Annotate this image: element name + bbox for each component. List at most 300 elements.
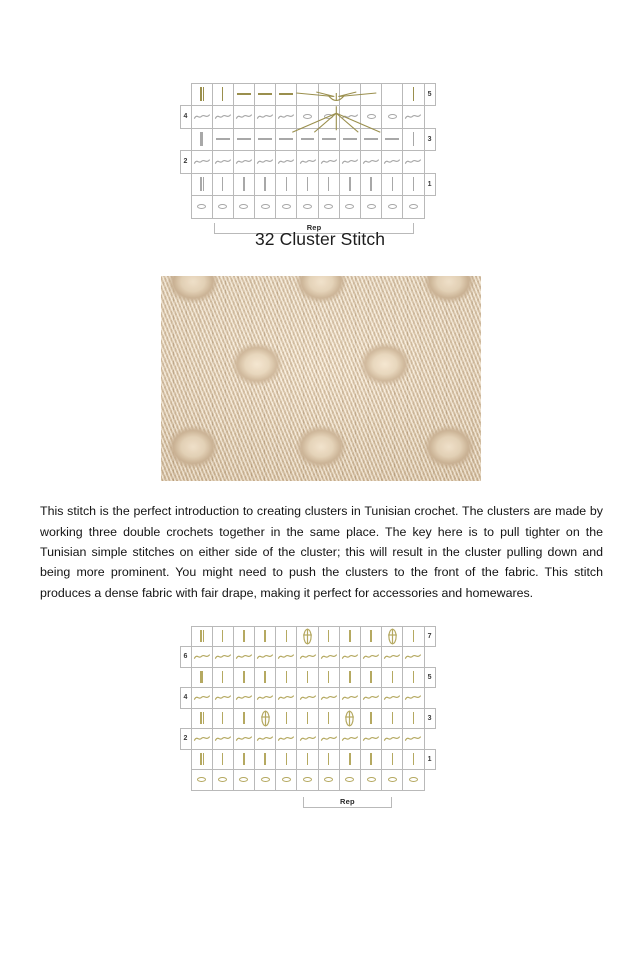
chart-cell [212, 626, 234, 648]
stitch-chart-top [180, 83, 435, 232]
chart-cell [191, 173, 213, 197]
chart-cell [402, 769, 424, 791]
tunisian-simple-stitch-icon [403, 668, 423, 688]
return-pass-stitch-icon [276, 688, 296, 708]
chart-cell [254, 150, 276, 174]
chart-cell [212, 646, 234, 668]
return-pass-stitch-icon [213, 647, 233, 667]
tunisian-simple-stitch-icon [340, 668, 360, 688]
chart-cell [254, 769, 276, 791]
tunisian-simple-stitch-icon [319, 709, 339, 729]
chart-cell [318, 195, 340, 219]
chart-cell [191, 195, 213, 219]
chart-row [180, 128, 435, 151]
tunisian-simple-stitch-icon [234, 750, 254, 770]
tunisian-simple-stitch-icon [319, 627, 339, 647]
chart-row [180, 749, 435, 770]
return-pass-stitch-icon [255, 647, 275, 667]
chart-cell [275, 728, 297, 750]
return-pass-stitch-icon [255, 729, 275, 749]
chart-cell [254, 105, 276, 129]
chart-cell [233, 128, 255, 152]
return-pass-stitch-icon [340, 151, 360, 173]
double-vertical-stitch-icon [192, 174, 212, 196]
chart-cell [212, 173, 234, 197]
horizontal-dash-stitch-icon [234, 84, 254, 106]
row-number-left: 6 [180, 646, 192, 668]
tunisian-simple-stitch-icon [255, 174, 275, 196]
chart-cell [402, 646, 424, 668]
chart-cell [212, 195, 234, 219]
chart-cell [318, 105, 340, 129]
chart-cell [212, 728, 234, 750]
horizontal-dash-stitch-icon [361, 129, 381, 151]
return-pass-stitch-icon [340, 729, 360, 749]
row-label-spacer [424, 728, 436, 750]
chain-stitch-icon [361, 106, 381, 128]
tunisian-simple-stitch-icon [255, 668, 275, 688]
chart-cell [381, 173, 403, 197]
chart-cell [381, 667, 403, 689]
chart-cell [339, 769, 361, 791]
row-label-spacer [424, 195, 436, 219]
tunisian-simple-stitch-icon [234, 668, 254, 688]
chain-stitch-icon [340, 770, 360, 790]
tunisian-simple-stitch-icon [276, 750, 296, 770]
chain-stitch-icon [276, 770, 296, 790]
return-pass-stitch-icon [319, 151, 339, 173]
chart-cell [381, 128, 403, 152]
chain-stitch-icon [319, 770, 339, 790]
return-pass-stitch-icon [234, 151, 254, 173]
chart-cell [254, 708, 276, 730]
tunisian-simple-stitch-icon [213, 750, 233, 770]
chart-cell [254, 626, 276, 648]
chart-cell [339, 128, 361, 152]
return-pass-stitch-icon [276, 106, 296, 128]
return-pass-stitch-icon [213, 688, 233, 708]
chart-cell [233, 195, 255, 219]
return-pass-stitch-icon [361, 647, 381, 667]
chart-cell [360, 687, 382, 709]
stitch-chart-bottom [180, 626, 435, 806]
horizontal-dash-stitch-icon [255, 84, 275, 106]
chart-row [180, 770, 435, 791]
tunisian-simple-stitch-icon [319, 750, 339, 770]
chart-cell [212, 708, 234, 730]
return-pass-stitch-icon [403, 647, 423, 667]
chart-cell [318, 769, 340, 791]
chart-cell [212, 769, 234, 791]
return-pass-stitch-icon [234, 729, 254, 749]
thick-vertical-stitch-icon [192, 668, 212, 688]
tunisian-simple-stitch-icon [276, 709, 296, 729]
row-number-right: 5 [424, 667, 436, 689]
chart-cell [402, 626, 424, 648]
row-number-right: 3 [424, 128, 436, 152]
chart-cell [318, 83, 340, 107]
chart-cell [233, 150, 255, 174]
thick-vertical-stitch-icon [192, 129, 212, 151]
chart-row [180, 83, 435, 106]
chart-cell [275, 687, 297, 709]
chart-cell [212, 749, 234, 771]
stitch-chart-top-grid [180, 83, 435, 232]
chart-cell [275, 626, 297, 648]
chart-cell [360, 708, 382, 730]
chart-cell [233, 769, 255, 791]
chart-cell [402, 195, 424, 219]
chart-row [180, 173, 435, 196]
chart-cell [212, 667, 234, 689]
row-number-right: 3 [424, 708, 436, 730]
chart-cell [402, 687, 424, 709]
stitch-chart-bottom-grid [180, 626, 435, 806]
chart-cell [275, 749, 297, 771]
chart-cell [233, 708, 255, 730]
chain-stitch-icon [340, 196, 360, 218]
chain-stitch-icon [319, 196, 339, 218]
return-pass-stitch-icon [403, 106, 423, 128]
chart-cell [381, 150, 403, 174]
tunisian-simple-stitch-icon [234, 174, 254, 196]
chart-row [180, 647, 435, 668]
chart-cell [318, 150, 340, 174]
row-label-spacer [424, 150, 436, 174]
horizontal-dash-stitch-icon [213, 129, 233, 151]
chart-cell [296, 728, 318, 750]
double-vertical-stitch-icon [192, 84, 212, 106]
return-pass-stitch-icon [192, 729, 212, 749]
chart-cell [402, 105, 424, 129]
tunisian-simple-stitch-icon [255, 627, 275, 647]
tunisian-simple-stitch-icon [382, 174, 402, 196]
chart-cell [212, 128, 234, 152]
chart-cell [212, 83, 234, 107]
chart-cell [360, 150, 382, 174]
chart-cell [275, 173, 297, 197]
chart-cell [233, 173, 255, 197]
tunisian-simple-stitch-icon [403, 129, 423, 151]
chart-row [180, 626, 435, 647]
shell-fan-stitch-icon [297, 84, 317, 106]
chart-cell [254, 646, 276, 668]
return-pass-stitch-icon [297, 729, 317, 749]
chart-cell [381, 105, 403, 129]
tunisian-simple-stitch-icon [276, 174, 296, 196]
chart-cell [402, 749, 424, 771]
chain-stitch-icon [403, 196, 423, 218]
chain-stitch-icon [255, 196, 275, 218]
return-pass-stitch-icon [192, 688, 212, 708]
return-pass-stitch-icon [382, 729, 402, 749]
chart-cell [381, 769, 403, 791]
chart-cell [275, 708, 297, 730]
chart-cell [339, 749, 361, 771]
chart-cell [191, 708, 213, 730]
return-pass-stitch-icon [382, 151, 402, 173]
chain-stitch-icon [297, 196, 317, 218]
tunisian-simple-stitch-icon [361, 709, 381, 729]
tunisian-simple-stitch-icon [361, 174, 381, 196]
chart-cell [318, 128, 340, 152]
chart-cell [360, 769, 382, 791]
chart-cell [254, 749, 276, 771]
chart-row [180, 688, 435, 709]
row-number-right: 1 [424, 173, 436, 197]
return-pass-stitch-icon [319, 688, 339, 708]
chart-cell [233, 687, 255, 709]
chart-cell [254, 687, 276, 709]
return-pass-stitch-icon [319, 647, 339, 667]
shell-fan-stitch-icon [361, 84, 381, 106]
chart-cell [360, 83, 382, 107]
chart-cell [191, 687, 213, 709]
return-pass-stitch-icon [340, 688, 360, 708]
horizontal-dash-stitch-icon [340, 129, 360, 151]
return-pass-stitch-icon [192, 151, 212, 173]
chart-cell [212, 150, 234, 174]
chart-cell [402, 173, 424, 197]
chart-cell [233, 728, 255, 750]
row-number-right: 5 [424, 83, 436, 107]
tunisian-simple-stitch-icon [403, 709, 423, 729]
chart-cell [254, 195, 276, 219]
chart-cell [296, 195, 318, 219]
horizontal-dash-stitch-icon [276, 129, 296, 151]
chain-stitch-icon [361, 770, 381, 790]
row-number-right: 1 [424, 749, 436, 771]
tunisian-simple-stitch-icon [319, 668, 339, 688]
chart-cell [254, 128, 276, 152]
chart-cell [339, 195, 361, 219]
tunisian-simple-stitch-icon [319, 174, 339, 196]
tunisian-simple-stitch-icon [403, 174, 423, 196]
double-vertical-stitch-icon [192, 750, 212, 770]
cluster-stitch-icon [340, 709, 360, 729]
cluster-stitch-icon [382, 627, 402, 647]
chain-stitch-icon [361, 196, 381, 218]
chart-cell [296, 626, 318, 648]
chart-cell [275, 83, 297, 107]
return-pass-stitch-icon [382, 647, 402, 667]
row-number-left: 2 [180, 150, 192, 174]
row-label-spacer [424, 687, 436, 709]
chart-cell [381, 728, 403, 750]
return-pass-stitch-icon [276, 151, 296, 173]
description-paragraph: This stitch is the perfect introduction to creating clusters in Tunisian crochet. The clusters are made by working three double crochets together in the same place. The key here is to pull tighter on the Tunisian simple stitches on either side of the cluster; this will result in the cluster pulling down and being more prominent. You might need to push the clusters to the front of the fabric. This stitch produces a dense fabric with fair drape, making it perfect for accessories and homewares. [40, 504, 603, 600]
tunisian-simple-stitch-icon [234, 627, 254, 647]
horizontal-dash-stitch-icon [255, 129, 275, 151]
cluster-stitch-icon [255, 709, 275, 729]
chain-stitch-icon [192, 196, 212, 218]
chart-cell [254, 83, 276, 107]
chart-cell [381, 626, 403, 648]
chart-cell [296, 687, 318, 709]
chart-cell [339, 173, 361, 197]
return-pass-stitch-icon [276, 729, 296, 749]
chart-cell [318, 708, 340, 730]
chain-stitch-icon [234, 196, 254, 218]
chart-cell [191, 667, 213, 689]
return-pass-stitch-icon [403, 688, 423, 708]
tunisian-simple-stitch-icon [297, 668, 317, 688]
chart-cell [191, 83, 213, 107]
shell-fan-stitch-icon [319, 84, 339, 106]
chart-cell [318, 728, 340, 750]
chart-cell [296, 749, 318, 771]
tunisian-simple-stitch-icon [403, 84, 423, 106]
chart-cell [296, 708, 318, 730]
return-pass-stitch-icon [403, 151, 423, 173]
swatch-vignette [161, 276, 481, 481]
return-pass-stitch-icon [297, 151, 317, 173]
page-title: 32 Cluster Stitch [254, 229, 386, 249]
chart-cell [339, 150, 361, 174]
chart-cell [191, 626, 213, 648]
rep-label: Rep [297, 223, 332, 232]
chart-cell [275, 128, 297, 152]
tunisian-simple-stitch-icon [213, 627, 233, 647]
chart-cell [339, 105, 361, 129]
return-pass-stitch-icon [192, 106, 212, 128]
double-vertical-stitch-icon [192, 709, 212, 729]
chart-cell [318, 626, 340, 648]
chain-stitch-icon [297, 106, 317, 128]
return-pass-stitch-icon [213, 729, 233, 749]
row-number-left: 4 [180, 105, 192, 129]
return-pass-stitch-icon [297, 688, 317, 708]
chain-stitch-icon [192, 770, 212, 790]
chart-cell [233, 646, 255, 668]
chain-stitch-icon [255, 770, 275, 790]
chart-cell [191, 728, 213, 750]
chain-stitch-icon [403, 770, 423, 790]
chain-stitch-icon [382, 196, 402, 218]
tunisian-simple-stitch-icon [340, 750, 360, 770]
chart-cell [360, 749, 382, 771]
chart-cell [318, 646, 340, 668]
return-pass-stitch-icon [361, 151, 381, 173]
chart-cell [381, 687, 403, 709]
return-pass-stitch-icon [255, 151, 275, 173]
return-pass-stitch-icon [297, 647, 317, 667]
shell-fan-stitch-icon [340, 84, 360, 106]
chart-cell [275, 150, 297, 174]
chart-row [180, 196, 435, 219]
rep-label: Rep [330, 797, 365, 806]
return-pass-stitch-icon [340, 647, 360, 667]
chart-cell [296, 83, 318, 107]
row-number-right: 7 [424, 626, 436, 648]
chart-cell [296, 105, 318, 129]
chart-cell [191, 105, 213, 129]
return-pass-stitch-icon [234, 647, 254, 667]
tunisian-simple-stitch-icon [361, 750, 381, 770]
horizontal-dash-stitch-icon [276, 84, 296, 106]
shell-fan-stitch-icon [382, 84, 402, 106]
chart-row [180, 729, 435, 750]
return-pass-stitch-icon [234, 688, 254, 708]
chart-cell [381, 749, 403, 771]
horizontal-dash-stitch-icon [319, 129, 339, 151]
chain-stitch-icon [382, 106, 402, 128]
chart-cell [233, 626, 255, 648]
chart-cell [318, 687, 340, 709]
chart-cell [402, 708, 424, 730]
tunisian-simple-stitch-icon [213, 174, 233, 196]
chain-stitch-icon [213, 196, 233, 218]
chart-cell [381, 195, 403, 219]
chart-cell [360, 195, 382, 219]
chart-cell [381, 83, 403, 107]
chart-row [180, 708, 435, 729]
chart-cell [296, 128, 318, 152]
chart-cell [191, 150, 213, 174]
chart-cell [360, 626, 382, 648]
tunisian-simple-stitch-icon [361, 668, 381, 688]
chart-cell [296, 173, 318, 197]
chart-cell [381, 646, 403, 668]
chart-cell [191, 749, 213, 771]
horizontal-dash-stitch-icon [382, 129, 402, 151]
chart-cell [191, 646, 213, 668]
tunisian-simple-stitch-icon [340, 174, 360, 196]
tunisian-simple-stitch-icon [297, 174, 317, 196]
chain-stitch-icon [319, 106, 339, 128]
return-pass-stitch-icon [382, 688, 402, 708]
row-label-spacer [424, 105, 436, 129]
chart-row [180, 667, 435, 688]
chart-cell [233, 105, 255, 129]
chart-cell [275, 667, 297, 689]
chart-cell [339, 687, 361, 709]
chart-cell [402, 150, 424, 174]
return-pass-stitch-icon [234, 106, 254, 128]
tunisian-simple-stitch-icon [234, 709, 254, 729]
return-pass-stitch-icon [213, 106, 233, 128]
chart-cell [339, 83, 361, 107]
chart-cell [296, 646, 318, 668]
chart-cell [254, 728, 276, 750]
return-pass-stitch-icon [255, 688, 275, 708]
chart-cell [296, 769, 318, 791]
chart-cell [296, 667, 318, 689]
chart-cell [275, 195, 297, 219]
chart-cell [339, 708, 361, 730]
chart-cell [233, 83, 255, 107]
chain-stitch-icon [297, 770, 317, 790]
chart-cell [233, 749, 255, 771]
chart-cell [191, 128, 213, 152]
chart-cell [254, 667, 276, 689]
return-pass-stitch-icon [213, 151, 233, 173]
tunisian-simple-stitch-icon [213, 709, 233, 729]
chart-cell [360, 646, 382, 668]
tunisian-simple-stitch-icon [213, 668, 233, 688]
chart-cell [212, 105, 234, 129]
chart-cell [318, 173, 340, 197]
chart-cell [339, 728, 361, 750]
chart-cell [212, 687, 234, 709]
horizontal-dash-stitch-icon [234, 129, 254, 151]
row-label-spacer [424, 646, 436, 668]
return-pass-stitch-icon [340, 106, 360, 128]
tunisian-simple-stitch-icon [340, 627, 360, 647]
chart-cell [402, 128, 424, 152]
return-pass-stitch-icon [255, 106, 275, 128]
double-vertical-stitch-icon [192, 627, 212, 647]
